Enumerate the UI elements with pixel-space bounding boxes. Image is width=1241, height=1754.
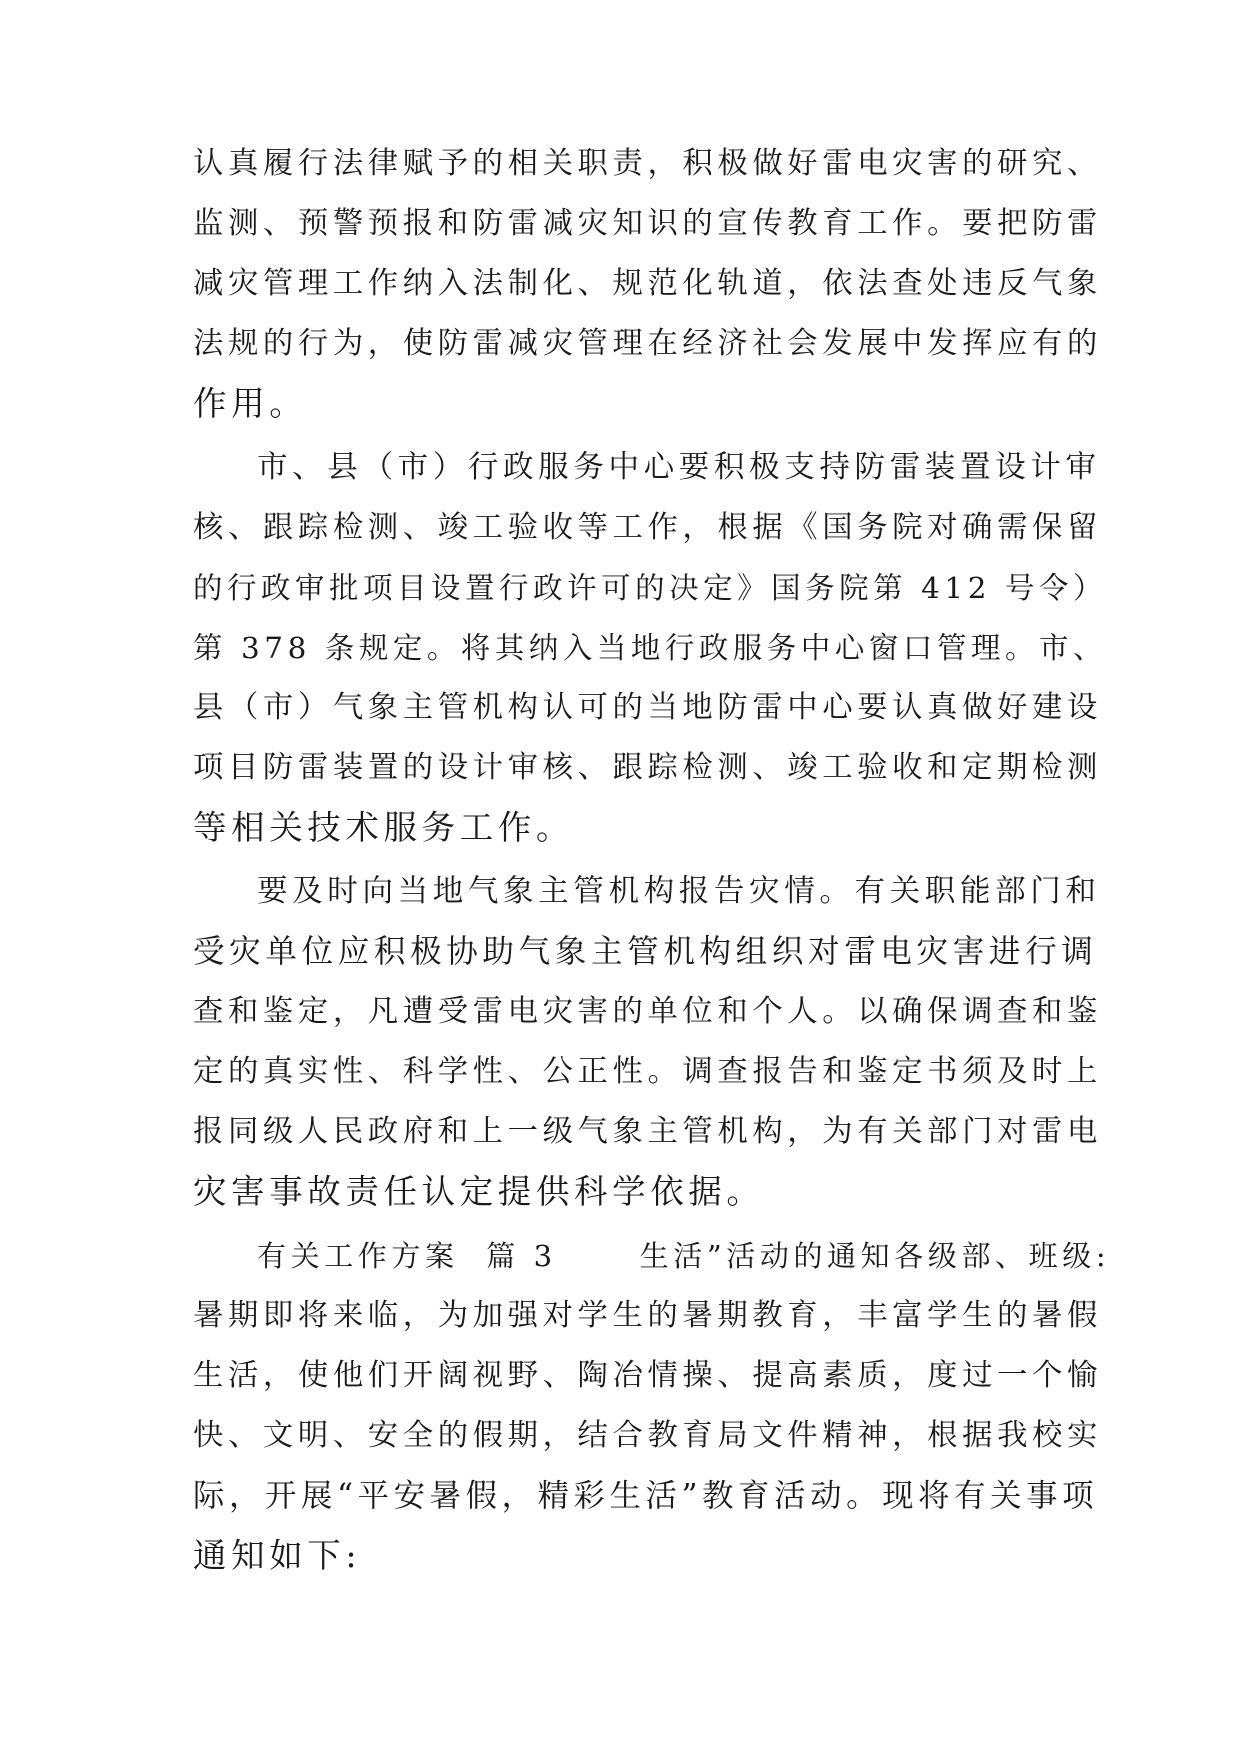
text-line: 等相关技术服务工作。 xyxy=(193,808,574,847)
text-line: 项目防雷装置的设计审核、跟踪检测、竣工验收和定期检测 xyxy=(193,750,1102,785)
text-line: 定的真实性、科学性、公正性。调查报告和鉴定书须及时上 xyxy=(193,1054,1102,1089)
paragraph-first-line: 要及时向当地气象主管机构报告灾情。有关职能部门和 xyxy=(257,874,1101,909)
text-line: 县（市）气象主管机构认可的当地防雷中心要认真做好建设 xyxy=(193,690,1102,725)
section-heading-line: 有关工作方案 篇 3 生活”活动的通知各级部、班级: xyxy=(257,1239,1111,1273)
text-line: 灾害事故责任认定提供科学依据。 xyxy=(193,1172,765,1211)
text-line: 作用。 xyxy=(193,384,308,423)
text-line: 查和鉴定，凡遭受雷电灾害的单位和个人。以确保调查和鉴 xyxy=(193,994,1102,1029)
text-line: 快、文明、安全的假期，结合教育局文件精神，根据我校实 xyxy=(193,1418,1102,1453)
text-line: 通知如下: xyxy=(193,1536,362,1575)
text-line: 认真履行法律赋予的相关职责，积极做好雷电灾害的研究、 xyxy=(193,146,1102,181)
text-line: 际，开展“平安暑假，精彩生活”教育活动。现将有关事项 xyxy=(193,1478,1099,1514)
text-line: 法规的行为，使防雷减灾管理在经济社会发展中发挥应有的 xyxy=(193,326,1102,361)
text-line: 的行政审批项目设置行政许可的决定》国务院第 412 号令） xyxy=(193,571,1107,605)
text-line: 受灾单位应积极协助气象主管机构组织对雷电灾害进行调 xyxy=(193,934,1098,970)
text-line: 生活，使他们开阔视野、陶冶情操、提高素质，度过一个愉 xyxy=(193,1358,1102,1393)
text-line: 核、跟踪检测、竣工验收等工作，根据《国务院对确需保留 xyxy=(193,510,1102,545)
text-line: 暑期即将来临，为加强对学生的暑期教育，丰富学生的暑假 xyxy=(193,1298,1102,1333)
text-line: 减灾管理工作纳入法制化、规范化轨道，依法查处违反气象 xyxy=(193,266,1102,301)
text-line: 报同级人民政府和上一级气象主管机构，为有关部门对雷电 xyxy=(193,1114,1102,1149)
text-line: 第 378 条规定。将其纳入当地行政服务中心窗口管理。市、 xyxy=(193,631,1107,665)
text-line: 监测、预警预报和防雷减灾知识的宣传教育工作。要把防雷 xyxy=(193,206,1102,241)
paragraph-first-line: 市、县（市）行政服务中心要积极支持防雷装置设计审 xyxy=(257,450,1101,485)
